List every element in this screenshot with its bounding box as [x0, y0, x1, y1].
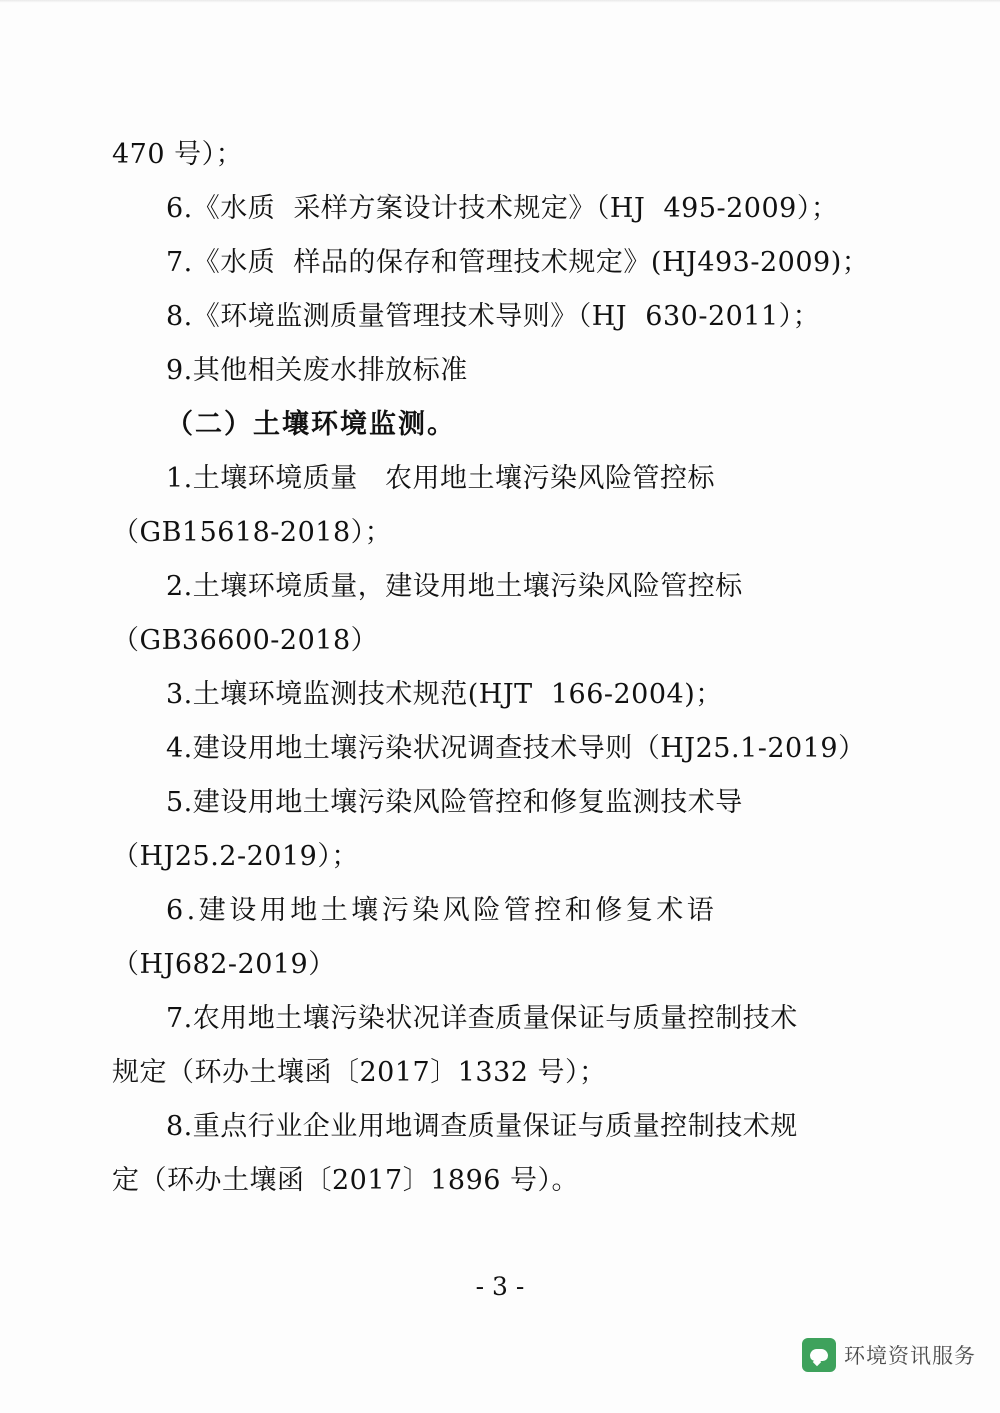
text-line: （GB36600-2018） — [112, 625, 379, 656]
text-line: 3.土壤环境监测技术规范(HJT 166-2004)； — [166, 679, 723, 710]
wechat-official-account-icon — [802, 1338, 836, 1372]
text-line: 定（环办土壤函〔2017〕1896 号）。 — [112, 1165, 580, 1196]
text-line: 470 号）； — [112, 139, 244, 170]
text-line: 5.建设用地土壤污染风险管控和修复监测技术导 — [166, 787, 743, 818]
text-line: 7.农用地土壤污染状况详查质量保证与质量控制技术 — [166, 1003, 798, 1034]
section-heading: （二）土壤环境监测。 — [166, 409, 456, 440]
text-line: 1.土壤环境质量 农用地土壤污染风险管控标 — [166, 463, 716, 494]
page-number: - 3 - — [475, 1272, 525, 1301]
text-line: （HJ25.2-2019）； — [112, 841, 359, 872]
text-line: 2.土壤环境质量，建设用地土壤污染风险管控标 — [166, 571, 743, 602]
watermark — [802, 1338, 976, 1372]
watermark-label: 环境资讯服务 — [844, 1344, 976, 1368]
text-line: 4.建设用地土壤污染状况调查技术导则（HJ25.1-2019） — [166, 733, 866, 764]
text-line: 6.建设用地土壤污染风险管控和修复术语 — [166, 895, 718, 926]
document-body — [112, 128, 896, 1208]
text-line: 8.《环境监测质量管理技术导则》（HJ 630-2011）； — [166, 301, 821, 332]
text-line: 8.重点行业企业用地调查质量保证与质量控制技术规 — [166, 1111, 798, 1142]
text-line: 7.《水质 样品的保存和管理技术规定》(HJ493-2009)； — [166, 247, 870, 278]
text-line: （HJ682-2019） — [112, 949, 336, 980]
page-top-edge — [0, 0, 1000, 3]
text-line: 规定（环办土壤函〔2017〕1332 号）； — [112, 1057, 607, 1088]
text-line: （GB15618-2018）； — [112, 517, 393, 548]
text-line: 9.其他相关废水排放标准 — [166, 355, 468, 386]
text-line: 6.《水质 采样方案设计技术规定》（HJ 495-2009）； — [166, 193, 839, 224]
